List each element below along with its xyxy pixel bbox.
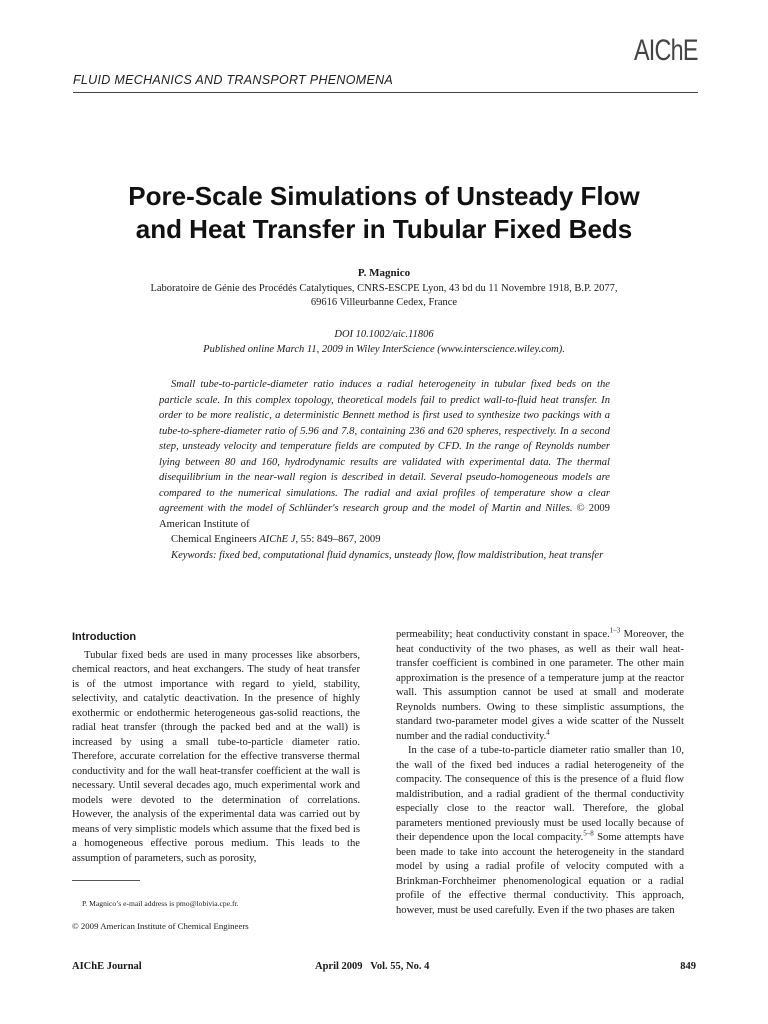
footnote: P. Magnico’s e-mail address is pmo@lobivia.cpe.fr.	[82, 899, 239, 908]
author-name: P. Magnico	[357, 267, 411, 279]
citation-journal: AIChE J	[259, 534, 296, 545]
footer-issue: April 2009 Vol. 55, No. 4	[315, 961, 430, 972]
doi: DOI 10.1002/aic.11806	[334, 329, 434, 340]
reference-superscript: 4	[546, 727, 550, 736]
para-text: Some attempts have been made to take into account the heterogeneity in the standard model by using a radial profile of velocity computed with a Brinkman-Forchheimer phenomenological equation or a radial profile of the effective thermal conductivity. This approach, however, must be used carefully. Even if the two phases are taken	[396, 832, 684, 916]
intro-paragraph-3	[396, 744, 684, 918]
title-line-2: and Heat Transfer in Tubular Fixed Beds	[135, 214, 633, 244]
introduction-heading: Introduction	[72, 631, 137, 643]
para-text: Moreover, the heat conductivity of the two phases, as well as their wall heat-transfer coefficient is combined in one parameter. The other main approximation is the presence of a temperature jump at the reactor wall. This assumption cannot be used at small and moderate Reynolds numbers. Owing to these simplistic assumptions, the standard two-parameter model gives a wide scatter of the Nusselt number and the radial conductivity.	[396, 629, 685, 742]
aiche-logo: AIChE	[634, 34, 698, 67]
citation-pre: Chemical Engineers	[171, 534, 260, 545]
abstract-copyright: © 2009 American Institute of	[159, 503, 610, 530]
intro-paragraph-2	[396, 628, 684, 744]
footer-page-number: 849	[680, 961, 696, 972]
keywords: Keywords: fixed bed, computational fluid dynamics, unsteady flow, flow maldistribution, heat transfer	[171, 549, 604, 561]
paper-title	[60, 180, 708, 246]
copyright-notice: © 2009 American Institute of Chemical Engineers	[72, 921, 249, 931]
abstract-body	[159, 377, 610, 532]
reference-superscript: 1–3	[609, 626, 621, 635]
abstract	[159, 377, 610, 563]
footer-journal: AIChE Journal	[72, 961, 142, 972]
abstract-text: Small tube-to-particle-diameter ratio induces a radial heterogeneity in tubular fixed beds on the particle scale. In this complex topology, theoretical models fail to predict wall-to-fluid heat transfer. In order to be more realistic, a deterministic Bennett method is first used to synthesize two packings with a tube-to-sphere-diameter ratio of 5.96 and 7.8, containing 236 and 620 spheres, respectively. In a second step, unsteady velocity and temperature fields are computed by CFD. In the range of Reynolds number lying between 80 and 160, hydrodynamic results are validated with experimental data. The thermal disequilibrium in the near-wall region is described in detail. Several pseudo-homogeneous models are compared to the numerical simulations. The radial and axial profiles of temperature show a clear agreement with the model of Schlünder's research group and the model of Martin and Nilles.	[159, 379, 610, 514]
abstract-citation	[159, 532, 610, 548]
affiliation	[90, 282, 678, 310]
affiliation-line-2: 69616 Villeurbanne Cedex, France	[310, 297, 458, 308]
reference-superscript: 5–8	[583, 829, 594, 838]
published-online: Published online March 11, 2009 in Wiley InterScience (www.interscience.wiley.com).	[203, 344, 565, 355]
title-line-1: Pore-Scale Simulations of Unsteady Flow	[128, 181, 640, 211]
footnote-rule	[72, 880, 140, 881]
left-column	[72, 628, 360, 866]
para-text: In the case of a tube-to-particle diameter ratio smaller than 10, the wall of the fixed bed induces a radial heterogeneity of the compacity. The consequence of this is the presence of a fluid flow maldistribution, and a radial gradient of the thermal conductivity especially close to the reactor wall. Therefore, the global parameters mentioned previously must be used locally because of their dependence upon the local compacity.	[396, 745, 684, 843]
citation-post: , 55: 849–867, 2009	[295, 534, 381, 545]
para-text: permeability; heat conductivity constant in space.	[396, 629, 610, 640]
right-column	[396, 628, 684, 918]
affiliation-line-1: Laboratoire de Génie des Procédés Catalytiques, CNRS-ESCPE Lyon, 43 bd du 11 Novembre 1918, B.P. 2077,	[150, 283, 618, 294]
header-rule	[73, 92, 698, 93]
intro-paragraph-1: Tubular fixed beds are used in many processes like absorbers, chemical reactors, and heat exchangers. The study of heat transfer is of the utmost importance with regard to yield, stability, selectivity, and catalytic deactivation. In the presence of highly exothermic or endothermic heterogeneous gas-solid reactions, the radial heat transfer (through the packed bed and at the wall) is increased by using a small tube-to-particle diameter ratio. Therefore, accurate correlation for the effective transverse thermal conductivity and for the wall heat-transfer coefficient at the wall is necessary. Until several decades ago, much experimental work and models were devoted to the determination of correlations. However, the analysis of the experimental data was carried out by means of very simplistic models which assume that the fixed bed is a homogeneous effective porous medium. This leads to the assumption of parameters, such as porosity,	[72, 649, 360, 864]
section-header: FLUID MECHANICS AND TRANSPORT PHENOMENA	[73, 73, 394, 87]
publication-info	[90, 327, 678, 357]
